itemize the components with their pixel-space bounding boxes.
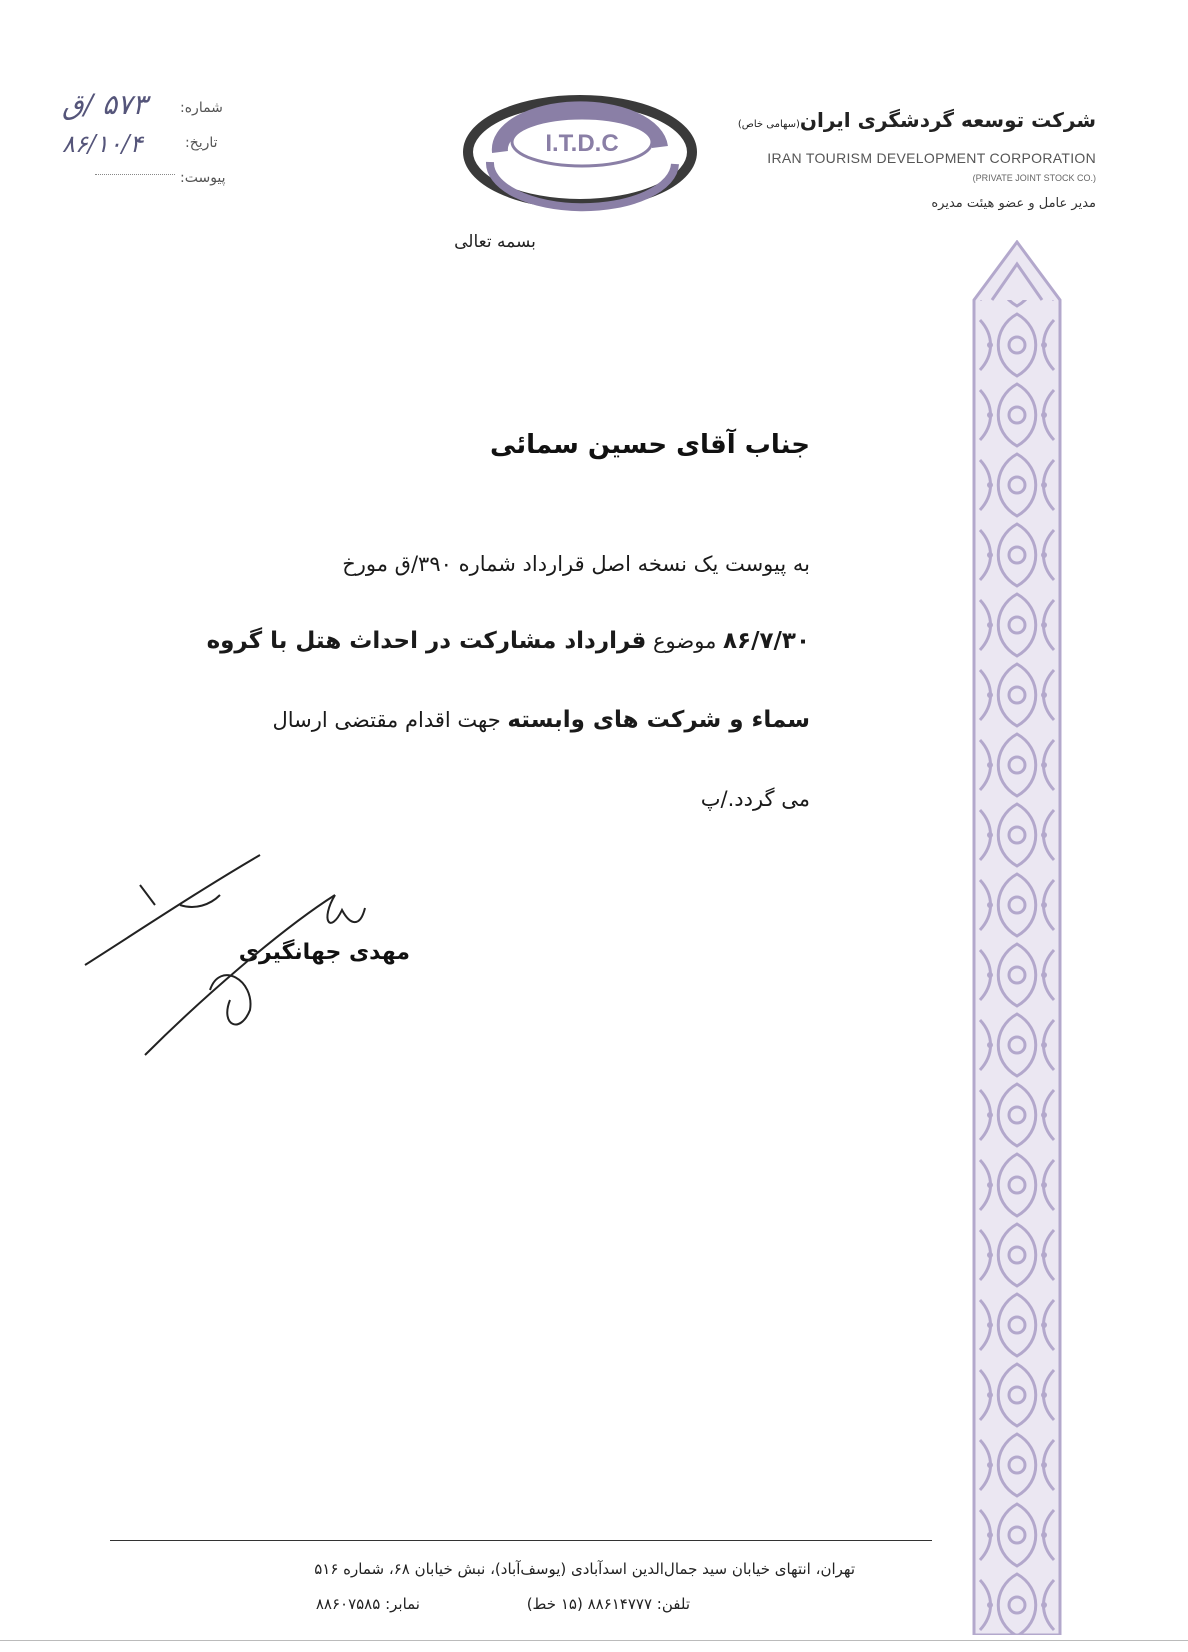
company-name-fa-text: شرکت توسعه گردشگری ایران [799,108,1096,132]
attachment-label: پیوست: [180,170,226,186]
action-text: جهت اقدام مقتضی ارسال [272,708,508,732]
signatory-name: مهدی جهانگیری [238,940,410,965]
invocation: بسمه تعالی [454,232,536,252]
footer-phone: تلفن: ۸۸۶۱۴۷۷۷ (۱۵ خط) [526,1595,690,1613]
footer-fax: نمابر: ۸۸۶۰۷۵۸۵ [315,1595,420,1613]
company-name-en: IRAN TOURISM DEVELOPMENT CORPORATION [767,150,1096,166]
body-line-4: می گردد./پ [700,787,810,811]
office-title: مدیر عامل و عضو هیئت مدیره [931,196,1096,211]
company-legal-fa: (سهامی خاص) [737,119,800,130]
date-label: تاریخ: [185,135,218,151]
page-bottom-edge [0,1640,1188,1641]
date-value: ۸۶/۱۰/۴ [62,130,143,158]
number-value: ۵۷۳ /ق [62,88,148,121]
contract-date: ۸۶/۷/۳۰ [723,628,810,654]
company-legal-en: (PRIVATE JOINT STOCK CO.) [972,173,1096,183]
subject-label: موضوع [646,629,723,653]
company-name-fa [738,108,1096,132]
body-line-3 [272,707,810,733]
contract-subject: قرارداد مشارکت در احداث هتل با گروه [206,628,647,654]
handwritten-signature [80,850,410,1070]
ornamental-border [972,240,1062,1635]
number-label: شماره: [180,100,223,116]
ornament-pattern [978,300,1056,1635]
company-group: سماء و شرکت های وابسته [507,707,810,733]
logo-text: I.T.D.C [545,130,619,157]
body-line-2 [207,628,810,654]
footer-address: تهران، انتهای خیابان سید جمال‌الدین اسدآبادی (یوسف‌آباد)، نبش خیابان ۶۸، شماره ۵۱۶ [314,1560,855,1578]
attachment-dotted-line [95,174,175,175]
salutation: جناب آقای حسین سمائی [490,430,810,460]
itdc-logo [460,92,700,212]
footer-divider [110,1540,932,1541]
body-line-1: به پیوست یک نسخه اصل قرارداد شماره ۳۹۰/ق مورخ [342,552,810,576]
